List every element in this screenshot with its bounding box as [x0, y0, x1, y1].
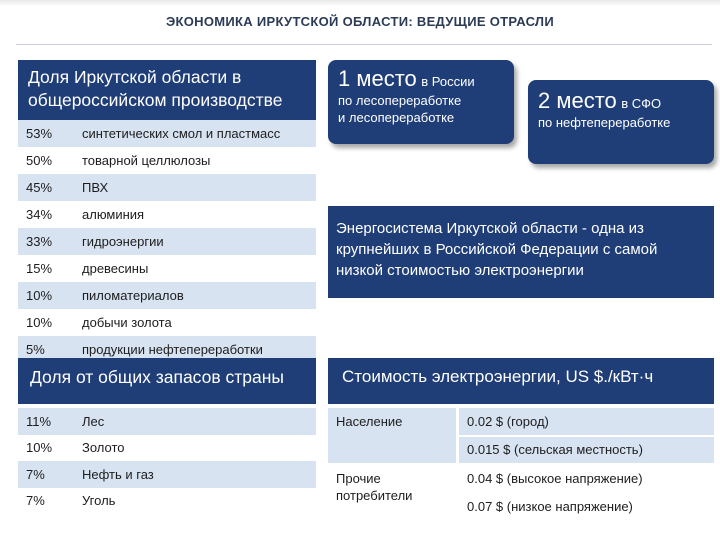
table-row: [18, 174, 316, 201]
reserves-table: [18, 408, 316, 514]
table-row: [18, 309, 316, 336]
row-percent: 10%: [18, 282, 82, 309]
table-row: [18, 435, 316, 462]
rank-detail: и лесопереработке: [338, 110, 455, 125]
rank-title: 2 место: [538, 88, 617, 113]
row-label: Нефть и газ: [82, 461, 316, 488]
row-percent: 15%: [18, 255, 82, 282]
rank-card-second: [528, 80, 714, 164]
row-label: ПВХ: [82, 174, 316, 201]
row-label: Золото: [82, 435, 316, 462]
row-percent: 50%: [18, 147, 82, 174]
table-row: [18, 408, 316, 435]
row-percent: 7%: [18, 461, 82, 488]
cost-category: Население: [328, 408, 458, 464]
row-percent: 10%: [18, 435, 82, 462]
cost-value: 0.04 $ (высокое напряжение): [458, 464, 715, 493]
row-label: продукции нефтепереработки: [82, 336, 316, 363]
row-percent: 53%: [18, 120, 82, 147]
rank-scope: в России: [421, 74, 475, 89]
row-percent: 33%: [18, 228, 82, 255]
row-percent: 7%: [18, 488, 82, 515]
rank-detail: по нефтепереработке: [538, 115, 671, 130]
row-label: Лес: [82, 408, 316, 435]
row-label: пиломатериалов: [82, 282, 316, 309]
rank-detail: по лесопереработке: [338, 93, 462, 108]
table-row: [18, 228, 316, 255]
table-row: [328, 464, 714, 493]
row-label: добычи золота: [82, 309, 316, 336]
row-percent: 10%: [18, 309, 82, 336]
row-percent: 5%: [18, 336, 82, 363]
row-label: синтетических смол и пластмасс: [82, 120, 316, 147]
row-label: товарной целлюлозы: [82, 147, 316, 174]
row-percent: 34%: [18, 201, 82, 228]
row-percent: 45%: [18, 174, 82, 201]
table-row: [18, 488, 316, 515]
row-label: гидроэнергии: [82, 228, 316, 255]
cost-header: Стоимость электроэнергии, US $./кВт·ч: [328, 358, 714, 404]
rank-scope: в СФО: [621, 96, 662, 111]
cost-table: [328, 408, 714, 522]
row-label: алюминия: [82, 201, 316, 228]
table-row: [18, 201, 316, 228]
title-divider: [16, 44, 712, 45]
table-row: [18, 282, 316, 309]
reserves-header: Доля от общих запасов страны: [18, 358, 316, 404]
table-row: [328, 408, 714, 436]
top-shadow: [0, 0, 720, 6]
cost-value: 0.07 $ (низкое напряжение): [458, 493, 715, 522]
rank-title: 1 место: [338, 66, 417, 91]
production-table: [18, 120, 316, 363]
row-label: древесины: [82, 255, 316, 282]
cost-value: 0.015 $ (сельская местность): [458, 436, 715, 465]
energy-statement: Энергосистема Иркутской области - одна из крупнейших в Российской Федерации с самой низкой стоимостью электроэнергии: [328, 206, 714, 298]
row-percent: 11%: [18, 408, 82, 435]
cost-category: Прочие потребители: [328, 464, 458, 521]
rank-card-first: [328, 60, 514, 144]
table-row: [18, 120, 316, 147]
page-title: ЭКОНОМИКА ИРКУТСКОЙ ОБЛАСТИ: ВЕДУЩИЕ ОТРАСЛИ: [165, 14, 555, 29]
cost-value: 0.02 $ (город): [458, 408, 715, 436]
table-row: [18, 255, 316, 282]
table-row: [18, 147, 316, 174]
row-label: Уголь: [82, 488, 316, 515]
table-row: [18, 461, 316, 488]
production-header: Доля Иркутской области в общероссийском производстве: [18, 60, 316, 120]
